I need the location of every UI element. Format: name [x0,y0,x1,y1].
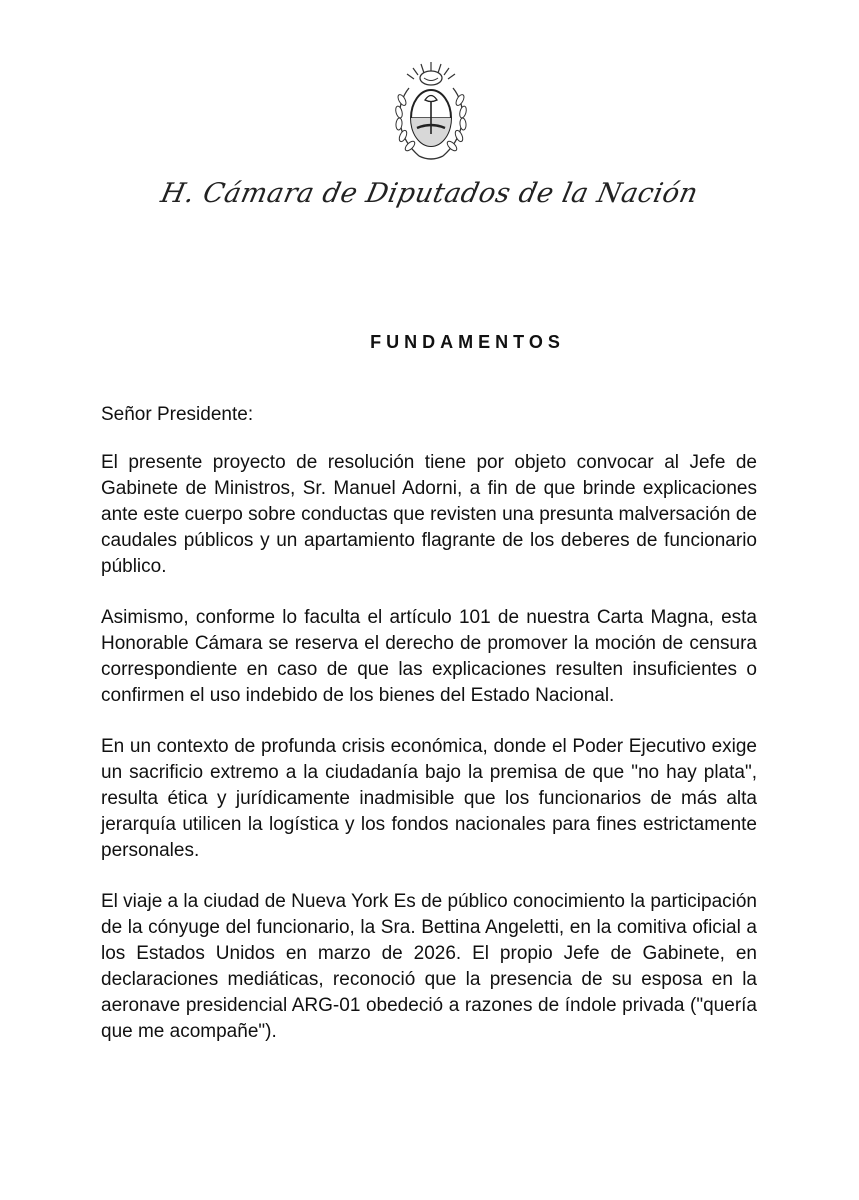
document-body [101,402,757,1070]
paragraph-trip: El viaje a la ciudad de Nueva York Es de público conocimiento la participación de la cónyuge del funcionario, la Sra. Bettina Angeletti, en la comitiva oficial a los Estados Unidos en marzo de 2026. El propio Jefe de Gabinete, en declaraciones mediáticas, reconoció que la presencia de su esposa en la aeronave presidencial ARG-01 obedeció a razones de índole privada ("quería que me acompañe"). [101,891,757,1042]
paragraph-context: En un contexto de profunda crisis económica, donde el Poder Ejecutivo exige un sacrificio extremo a la ciudadanía bajo la premisa de que "no hay plata", resulta ética y jurídicamente inadmisible que los funcionarios de más alta jerarquía utilicen la logística y los fondos nacionales para fines estrictamente personales. [101,736,757,861]
institution-heading: H. Cámara de Diputados de la Nación [158,178,701,209]
page-title: FUNDAMENTOS [370,332,565,352]
paragraph-objective: El presente proyecto de resolución tiene por objeto convocar al Jefe de Gabinete de Ministros, Sr. Manuel Adorni, a fin de que brinde explicaciones ante este cuerpo sobre conductas que revisten una presunta malversación de caudales públicos y un apartamiento flagrante de los deberes de funcionario público. [101,452,757,577]
paragraph-censure: Asimismo, conforme lo faculta el artículo 101 de nuestra Carta Magna, esta Honorable Cámara se reserva el derecho de promover la moción de censura correspondiente en caso de que las explicaciones resulten insuficientes o confirmen el uso indebido de los bienes del Estado Nacional. [101,607,757,706]
coat-of-arms-icon [389,60,473,164]
salutation: Señor Presidente: [101,404,254,425]
